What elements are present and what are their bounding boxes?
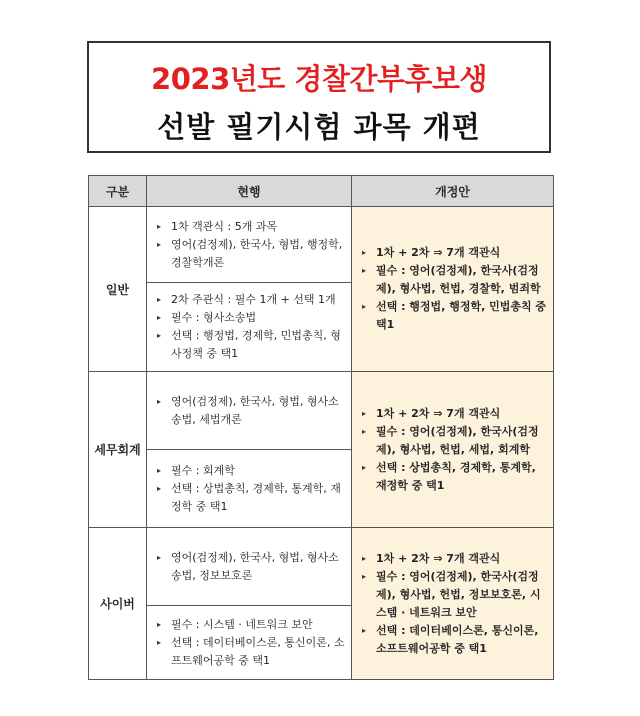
list-item: ▸ 선택 : 데이터베이스론, 통신이론, 소프트웨어공학 중 택1 (362, 622, 547, 658)
revised-cell (352, 207, 554, 372)
category-cell: 사이버 (89, 528, 147, 680)
revised-cell (352, 528, 554, 680)
current-bottom-cell (147, 450, 352, 528)
header-revised: 개정안 (352, 176, 554, 207)
list-item: ▸ 1차 + 2차 ⇒ 7개 객관식 (362, 550, 547, 568)
list-item: ▸ 영어(검정제), 한국사, 형법, 형사소송법, 세법개론 (157, 393, 345, 429)
current-top-cell (147, 372, 352, 450)
table-row (89, 207, 554, 283)
revised-cell (352, 372, 554, 528)
category-cell: 세무회계 (89, 372, 147, 528)
subjects-table (88, 175, 554, 680)
title-line-1: 2023년도 경찰간부후보생 (151, 62, 487, 96)
table-row (89, 528, 554, 606)
list-item: ▸ 2차 주관식 : 필수 1개 + 선택 1개 (157, 291, 345, 309)
list-item: ▸ 필수 : 시스템 · 네트워크 보안 (157, 616, 345, 634)
list-item: ▸ 선택 : 상법총칙, 경제학, 통계학, 재정학 중 택1 (157, 480, 345, 516)
title-line-2: 선발 필기시험 과목 개편 (157, 110, 481, 144)
current-top-cell (147, 528, 352, 606)
list-item: ▸ 1차 + 2차 ⇒ 7개 객관식 (362, 244, 547, 262)
table-header-row (89, 176, 554, 207)
title-box (87, 41, 551, 153)
list-item: ▸ 선택 : 상법총칙, 경제학, 통계학, 재정학 중 택1 (362, 459, 547, 495)
list-item: ▸ 영어(검정제), 한국사, 형법, 행정학, 경찰학개론 (157, 236, 345, 272)
list-item: ▸ 1차 + 2차 ⇒ 7개 객관식 (362, 405, 547, 423)
current-bottom-cell (147, 283, 352, 372)
list-item: ▸ 선택 : 행정법, 경제학, 민법총칙, 형사정책 중 택1 (157, 327, 345, 363)
list-item: ▸ 필수 : 형사소송법 (157, 309, 345, 327)
table-row (89, 372, 554, 450)
current-top-cell (147, 207, 352, 283)
category-cell: 일반 (89, 207, 147, 372)
list-item: ▸ 선택 : 행정법, 행정학, 민법총칙 중 택1 (362, 298, 547, 334)
list-item: ▸ 1차 객관식 : 5개 과목 (157, 218, 345, 236)
header-category: 구분 (89, 176, 147, 207)
header-current: 현행 (147, 176, 352, 207)
list-item: ▸ 필수 : 회계학 (157, 462, 345, 480)
list-item: ▸ 선택 : 데이터베이스론, 통신이론, 소프트웨어공학 중 택1 (157, 634, 345, 670)
list-item: ▸ 필수 : 영어(검정제), 한국사(검정제), 형사법, 헌법, 세법, 회계학 (362, 423, 547, 459)
current-bottom-cell (147, 606, 352, 680)
list-item: ▸ 영어(검정제), 한국사, 형법, 형사소송법, 정보보호론 (157, 549, 345, 585)
list-item: ▸ 필수 : 영어(검정제), 한국사(검정제), 형사법, 헌법, 정보보호론, 시스템 · 네트워크 보안 (362, 568, 547, 622)
list-item: ▸ 필수 : 영어(검정제), 한국사(검정제), 형사법, 헌법, 경찰학, 범죄학 (362, 262, 547, 298)
